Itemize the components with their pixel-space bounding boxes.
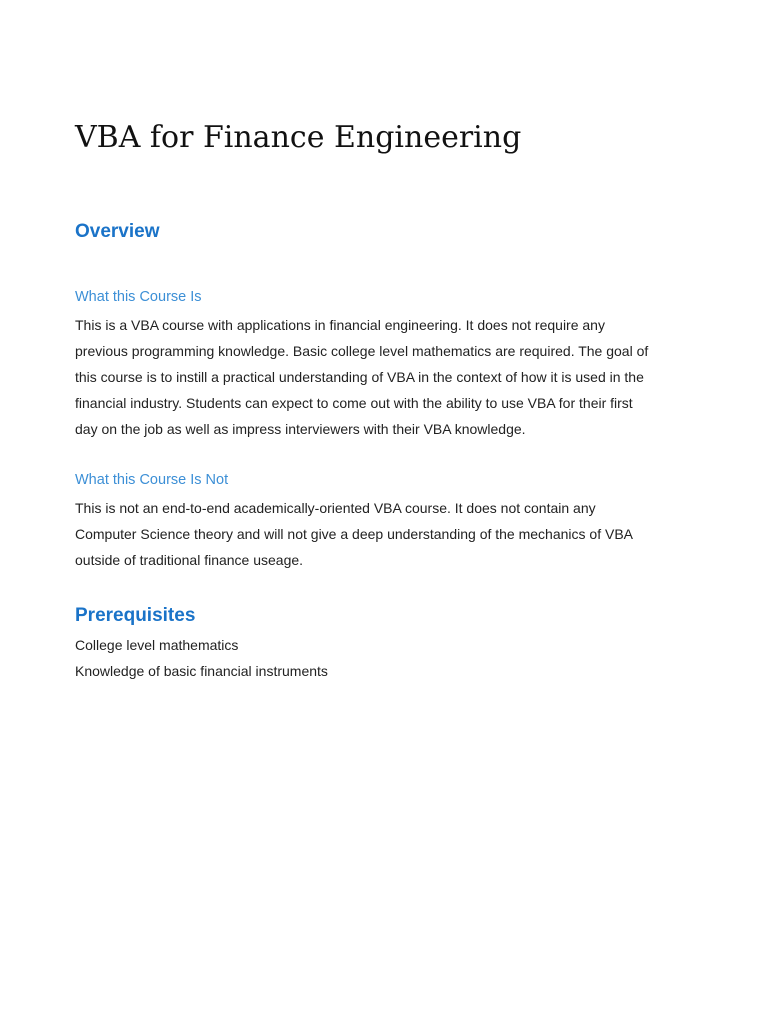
- prerequisites-list: [75, 632, 715, 684]
- paragraph-line: financial industry. Students can expect to come out with the ability to use VBA for their first: [75, 395, 633, 411]
- paragraph-line: This is not an end-to-end academically-oriented VBA course. It does not contain any: [75, 500, 596, 516]
- prerequisites-heading: Prerequisites: [75, 605, 196, 626]
- paragraph-line: This is a VBA course with applications in financial engineering. It does not require any: [75, 317, 605, 333]
- paragraph-line: previous programming knowledge. Basic college level mathematics are required. The goal of: [75, 343, 649, 359]
- document-title: VBA for Finance Engineering: [75, 120, 522, 155]
- paragraph-line: day on the job as well as impress interviewers with their VBA knowledge.: [75, 421, 526, 437]
- prerequisite-item: Knowledge of basic financial instruments: [75, 663, 328, 679]
- what-course-is-not-heading: What this Course Is Not: [75, 472, 229, 488]
- prerequisite-item: College level mathematics: [75, 637, 239, 653]
- what-course-is-heading: What this Course Is: [75, 289, 202, 305]
- what-course-is-not-paragraph: [75, 495, 715, 573]
- overview-heading: Overview: [75, 221, 160, 242]
- what-course-is-paragraph: [75, 312, 715, 442]
- paragraph-line: this course is to instill a practical understanding of VBA in the context of how it is used in the: [75, 369, 644, 385]
- paragraph-line: Computer Science theory and will not give a deep understanding of the mechanics of VBA: [75, 526, 633, 542]
- paragraph-line: outside of traditional finance useage.: [75, 552, 304, 568]
